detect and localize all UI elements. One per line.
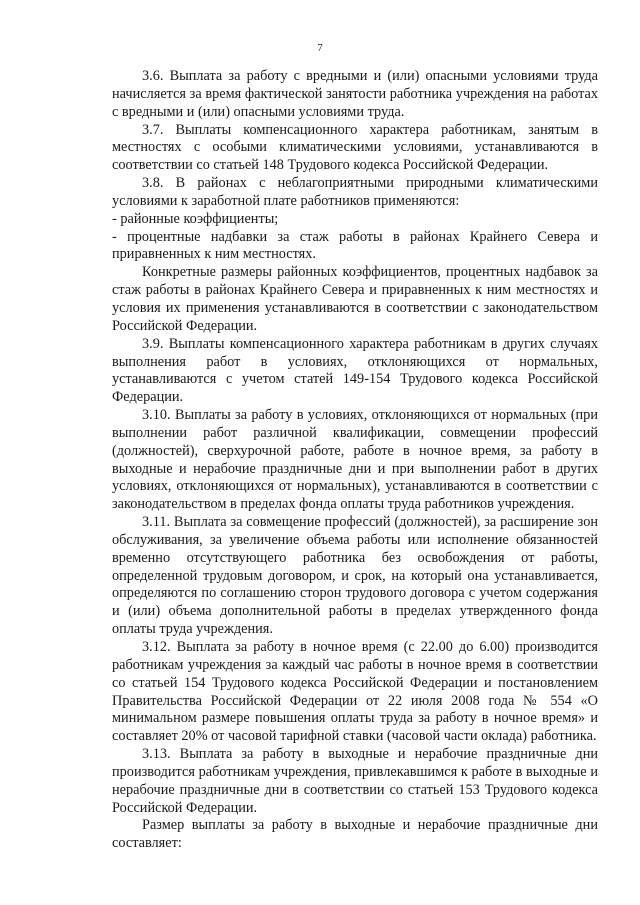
- paragraph-3-7: 3.7. Выплаты компенсационного характера работникам, занятым в местностях с особыми климатическими условиями, устанавливаются в соответствии со статьей 148 Трудового кодекса Российской Федерации.: [112, 121, 598, 174]
- paragraph-3-6: 3.6. Выплата за работу с вредными и (или) опасными условиями труда начисляется за время фактической занятости работника учреждения на работах с вредными и (или) опасными условиями труда.: [112, 68, 598, 120]
- list-item-percentage-allowances: - процентные надбавки за стаж работы в районах Крайнего Севера и приравненных к ним местностях.: [112, 228, 598, 263]
- paragraph-3-9: 3.9. Выплаты компенсационного характера работникам в других случаях выполнения работ в условиях, отклоняющихся от нормальных, устанавливаются с учетом статей 149-154 Трудового кодекса Российской Федерации.: [112, 335, 598, 406]
- paragraph-3-13: 3.13. Выплата за работу в выходные и нерабочие праздничные дни производится работникам учреждения, привлекавшимся к работе в выходные и нерабочие праздничные дни в соответствии со статьей 153 Трудового кодекса Российской Федерации.: [112, 746, 598, 816]
- paragraph-3-10: 3.10. Выплаты за работу в условиях, отклоняющихся от нормальных (при выполнении работ различной квалификации, совмещении профессий (должностей), сверхурочной работе, работе в ночное время, за работу в выходные и нерабочие праздничные дни и при выполнении работ в других условиях, отклоняющихся от нормальных), устанавливаются в соответствии с законодательством в пределах фонда оплаты труда работников учреждения.: [112, 407, 598, 513]
- paragraph-3-12: 3.12. Выплата за работу в ночное время (с 22.00 до 6.00) производится работникам учреждения за каждый час работы в ночное время в соответствии со статьей 154 Трудового кодекса Российской Федерации и постановлением Правительства Российской Федерации от 22 июля 2008 года № 554 «О минимальном размере повышения оплаты труда за работу в ночное время» и составляет 20% от часовой тарифной ставки (часовой части оклада) работника.: [112, 639, 598, 745]
- paragraph-3-8: 3.8. В районах с неблагоприятными природными климатическими условиями к заработной плате работников применяются:: [112, 175, 598, 209]
- paragraph-3-11: 3.11. Выплата за совмещение профессий (должностей), за расширение зон обслуживания, за увеличение объема работы или исполнение обязанностей временно отсутствующего работника без освобождения от работы, определенной трудовым договором, и срок, на который она устанавливается, определяются по соглашению сторон трудового договора с учетом содержания и (или) объема дополнительной работы в пределах утвержденного фонда оплаты труда учреждения.: [112, 514, 598, 638]
- page-number: 7: [317, 42, 323, 54]
- list-item-district-coefficients: - районные коэффициенты;: [112, 210, 279, 227]
- paragraph-specific-sizes: Конкретные размеры районных коэффициентов, процентных надбавок за стаж работы в районах Крайнего Севера и приравненных к ним местностях и условия их применения устанавливаются в соответствии с законодательством Российской Федерации.: [112, 264, 598, 334]
- paragraph-weekend-pay-size: Размер выплаты за работу в выходные и нерабочие праздничные дни составляет:: [112, 817, 598, 852]
- document-body: [112, 68, 598, 853]
